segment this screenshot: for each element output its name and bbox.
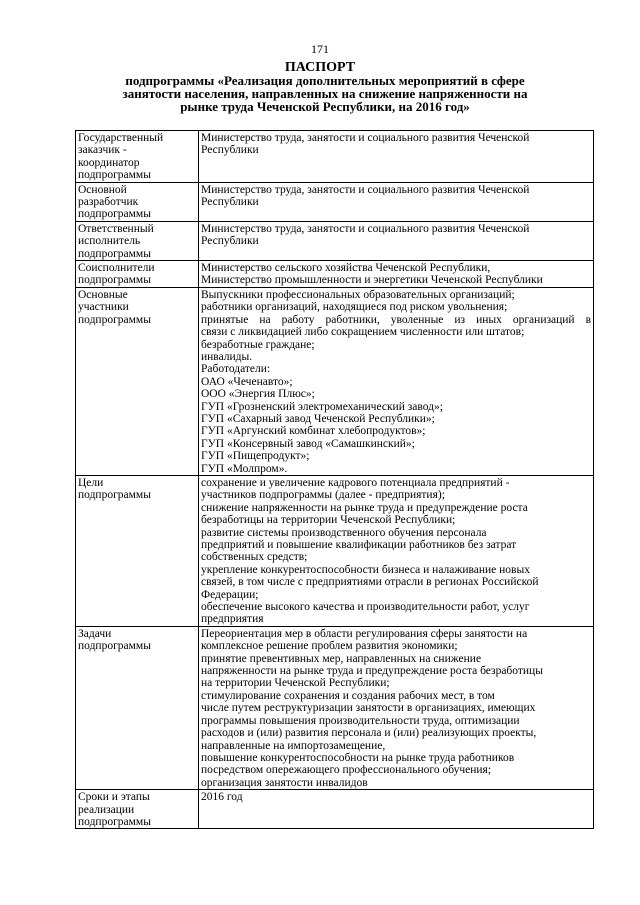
row-value-cell xyxy=(199,131,594,183)
row-value-line: ГУП «Пищепродукт»; xyxy=(201,450,310,463)
passport-row xyxy=(76,261,594,288)
row-value-line: предприятия xyxy=(201,613,264,626)
row-value-line: снижение напряженности на рынке труда и предупреждение роста xyxy=(201,501,528,514)
row-label-line: разработчик xyxy=(78,196,139,209)
row-label-line: Цели xyxy=(78,476,104,489)
passport-table-body xyxy=(76,131,594,829)
row-value-cell xyxy=(199,626,594,789)
row-value-line: ГУП «Грозненский электромеханический завод»; xyxy=(201,400,443,413)
row-label-line: подпрограммы xyxy=(78,313,151,326)
row-value-line: безработицы на территории Чеченской Республики; xyxy=(201,514,456,527)
row-label-line: подпрограммы xyxy=(78,247,151,260)
row-value-line: Федерации; xyxy=(201,588,259,601)
passport-row xyxy=(76,182,594,221)
row-value-line: Республики xyxy=(201,235,259,248)
row-label-cell xyxy=(76,475,199,626)
row-value-line: инвалиды. xyxy=(201,350,253,363)
row-label-line: исполнитель xyxy=(78,235,141,248)
row-value-line: ООО «Энергия Плюс»; xyxy=(201,388,315,401)
row-label-line: подпрограммы xyxy=(78,640,151,653)
row-value-line: Министерство труда, занятости и социального развития Чеченской xyxy=(201,132,530,144)
row-value-cell xyxy=(199,287,594,475)
row-value-line: ОАО «Чеченавто»; xyxy=(201,375,293,388)
row-value-line: Выпускники профессиональных образовательных организаций; xyxy=(201,288,515,301)
row-value-line: связей, в том числе с предприятиями отрасли в регионах Российской xyxy=(201,576,539,589)
row-value-line: Работодатели: xyxy=(201,363,271,376)
row-label-cell xyxy=(76,287,199,475)
row-value-line: Министерство труда, занятости и социального развития Чеченской xyxy=(201,183,530,196)
row-label-line: подпрограммы xyxy=(78,489,151,502)
row-label-line: Основной xyxy=(78,183,127,196)
row-value-line: предприятий и повышение квалификации работников без затрат xyxy=(201,539,517,551)
row-value-line: на территории Чеченской Республики; xyxy=(201,677,390,690)
row-value-line: расходов и (или) развития персонала и (или) реализующих проекты, xyxy=(201,727,537,740)
row-value-line: собственных средств; xyxy=(201,551,308,564)
row-value-line: комплексное решение проблем развития экономики; xyxy=(201,640,458,653)
row-label-line: заказчик - xyxy=(78,144,127,157)
row-value-line: безработные граждане; xyxy=(201,338,315,351)
row-value-line: Переориентация мер в области регулирования сферы занятости на xyxy=(201,627,528,640)
row-value-line: Министерство сельского хозяйства Чеченской Республики, xyxy=(201,262,491,275)
row-value-line: стимулирование сохранения и создания рабочих мест, в том xyxy=(201,689,495,702)
row-value-line: 2016 год xyxy=(201,791,243,804)
row-value-line: посредством опережающего профессионального обучения; xyxy=(201,764,492,777)
row-value-line: связи с ликвидацией либо сокращением численности или штатов; xyxy=(201,326,525,339)
row-label-line: подпрограммы xyxy=(78,274,151,287)
row-label-line: участники xyxy=(78,301,129,314)
row-value-line: программы повышения производительности труда, оптимизации xyxy=(201,714,520,727)
row-value-line: сохранение и увеличение кадрового потенциала предприятий - xyxy=(201,476,510,489)
row-label-line: подпрограммы xyxy=(78,208,151,221)
row-label-line: подпрограммы xyxy=(78,169,151,182)
row-value-line: ГУП «Молпром». xyxy=(201,462,288,475)
row-value-cell xyxy=(199,261,594,288)
row-label-line: Сроки и этапы xyxy=(78,791,150,804)
row-label-cell xyxy=(76,261,199,288)
passport-table xyxy=(75,130,594,829)
row-label-cell xyxy=(76,221,199,260)
row-value-line: повышение конкурентоспособности на рынке труда работников xyxy=(201,751,515,764)
row-value-line: напряженности на рынке труда и предупреждение роста безработицы xyxy=(201,665,543,678)
row-label-line: Соисполнители xyxy=(78,262,155,275)
row-value-line: принятие превентивных мер, направленных на снижение xyxy=(201,652,482,665)
row-value-line: Министерство труда, занятости и социального развития Чеченской xyxy=(201,222,530,235)
row-label-cell xyxy=(76,790,199,829)
row-value-line: работники организаций, находящиеся под риском увольнения; xyxy=(201,301,508,314)
row-label-line: подпрограммы xyxy=(78,815,151,828)
row-label-line: координатор xyxy=(78,156,140,169)
row-value-line: развитие системы производственного обучения персонала xyxy=(201,526,487,539)
row-value-line: участников подпрограммы (далее - предприятия); xyxy=(201,489,445,502)
row-value-line: ГУП «Сахарный завод Чеченской Республики»; xyxy=(201,412,435,425)
row-value-cell xyxy=(199,790,594,829)
row-value-line: укрепление конкурентоспособности бизнеса и налаживание новых xyxy=(201,563,530,576)
row-value-line: обеспечение высокого качества и производительности работ, услуг xyxy=(201,601,530,614)
row-value-line: Министерство промышленности и энергетики Чеченской Республики xyxy=(201,274,543,287)
subtitle-line: рынке труда Чеченской Республики, на 2016 год» xyxy=(180,99,470,114)
row-value-line: направленные на импортозамещение, xyxy=(201,739,386,752)
passport-row xyxy=(76,790,594,829)
passport-row xyxy=(76,221,594,260)
row-value-line: принятые на работу работники, уволенные из иных организаций в xyxy=(201,313,591,326)
row-label-cell xyxy=(76,182,199,221)
row-label-line: реализации xyxy=(78,803,135,816)
row-value-cell xyxy=(199,475,594,626)
passport-row xyxy=(76,131,594,183)
row-label-line: Государственный xyxy=(78,132,164,144)
row-label-cell xyxy=(76,626,199,789)
subtitle-line: подпрограммы «Реализация дополнительных мероприятий в сфере xyxy=(125,73,525,88)
row-label-cell xyxy=(76,131,199,183)
document-title: ПАСПОРТ xyxy=(284,60,356,75)
row-label-line: Задачи xyxy=(78,627,112,640)
page-number: 171 xyxy=(311,42,329,56)
passport-row xyxy=(76,626,594,789)
row-value-line: организация занятости инвалидов xyxy=(201,776,368,789)
row-value-line: числе путем реструктуризации занятости в организациях, имеющих xyxy=(201,702,536,715)
row-value-cell xyxy=(199,182,594,221)
row-value-line: Республики xyxy=(201,196,259,209)
passport-row xyxy=(76,287,594,475)
subtitle-line: занятости населения, направленных на снижение напряженности на xyxy=(122,86,528,101)
row-value-line: ГУП «Консервный завод «Самашкинский»; xyxy=(201,437,415,450)
row-label-line: Основные xyxy=(78,288,128,301)
row-value-line: ГУП «Аргунский комбинат хлебопродуктов»; xyxy=(201,425,426,438)
row-label-line: Ответственный xyxy=(78,222,154,235)
document-subtitle xyxy=(90,74,560,113)
row-value-cell xyxy=(199,221,594,260)
row-value-line: Республики xyxy=(201,144,259,157)
passport-row xyxy=(76,475,594,626)
